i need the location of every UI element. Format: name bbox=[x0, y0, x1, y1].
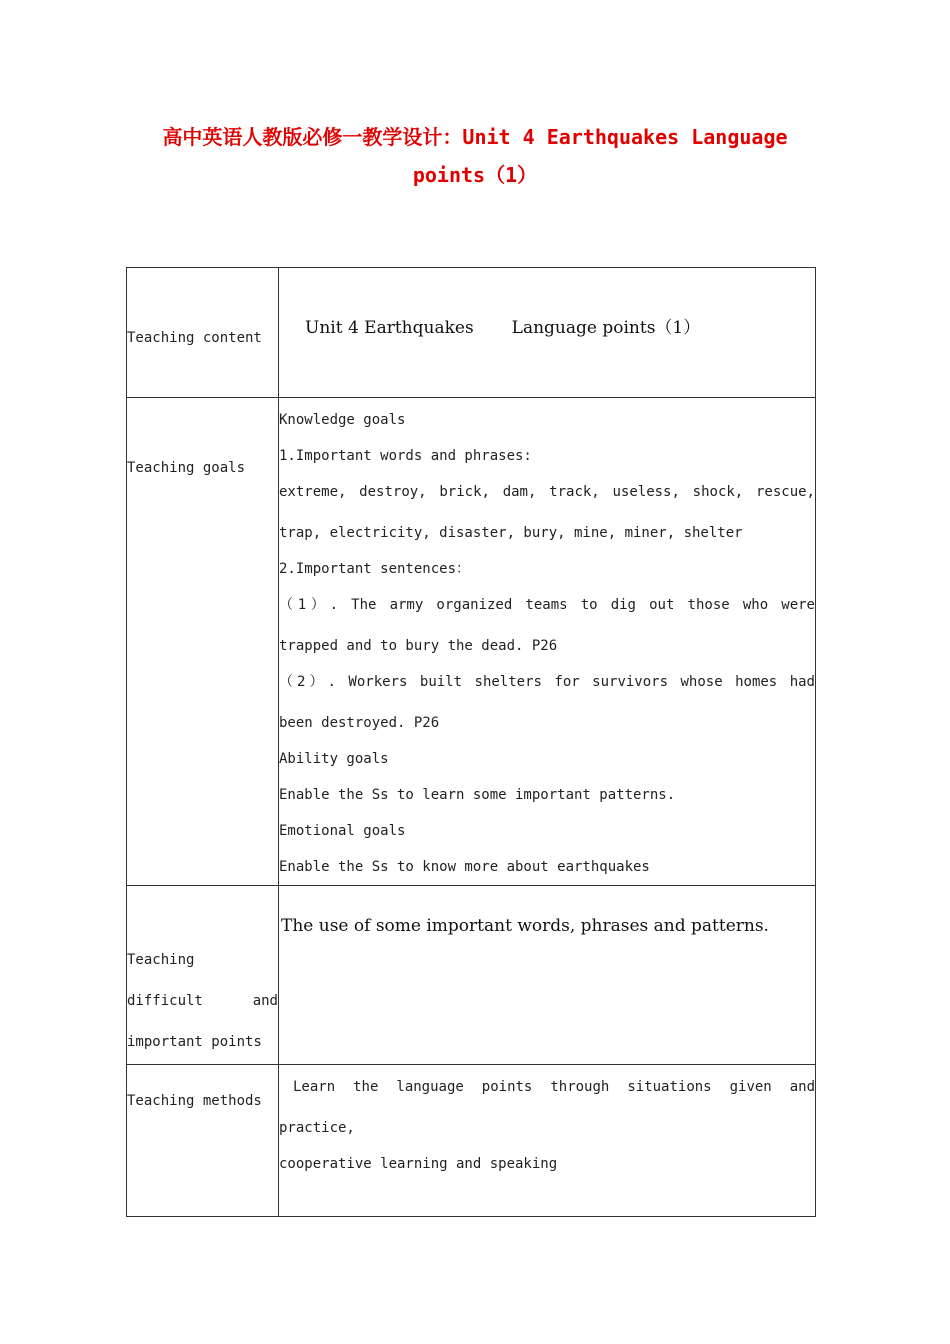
sentence-2-line-2: been destroyed. P26 bbox=[279, 715, 440, 731]
label-cell-methods bbox=[127, 1065, 279, 1217]
title-line-1: 高中英语人教版必修一教学设计：Unit 4 Earthquakes Language bbox=[162, 125, 788, 149]
words-line-1: extreme, destroy, brick, dam, track, useless, shock, rescue, bbox=[279, 484, 815, 500]
label-difficult-word: difficult bbox=[127, 993, 203, 1009]
value-cell-methods bbox=[279, 1065, 816, 1217]
methods-line-1: Learn the language points through situations given and bbox=[293, 1079, 815, 1095]
content-points: Language points（1） bbox=[511, 318, 701, 338]
words-heading: 1.Important words and phrases: bbox=[279, 448, 532, 464]
value-cell-difficult bbox=[279, 886, 816, 1065]
label-difficult-line-3: important points bbox=[127, 1034, 262, 1050]
methods-line-2: practice, bbox=[279, 1120, 355, 1136]
title-line-2: points（1） bbox=[412, 163, 538, 187]
label-difficult-line-2 bbox=[127, 981, 278, 1022]
label-cell-goals bbox=[127, 398, 279, 886]
document-title bbox=[120, 118, 830, 194]
content-unit: Unit 4 Earthquakes bbox=[305, 318, 474, 338]
row-teaching-goals bbox=[127, 398, 816, 886]
emotional-goals-heading: Emotional goals bbox=[279, 823, 406, 839]
methods-line-3: cooperative learning and speaking bbox=[279, 1156, 558, 1172]
label-cell-content bbox=[127, 268, 279, 398]
value-cell-content bbox=[279, 268, 816, 398]
ability-goals-heading: Ability goals bbox=[279, 751, 389, 767]
sentences-heading: 2.Important sentences： bbox=[279, 561, 471, 577]
row-teaching-methods bbox=[127, 1065, 816, 1217]
label-teaching-methods: Teaching methods bbox=[127, 1093, 262, 1109]
ability-goals-text: Enable the Ss to learn some important patterns. bbox=[279, 787, 676, 803]
value-cell-goals bbox=[279, 398, 816, 886]
sentence-1-line-2: trapped and to bury the dead. P26 bbox=[279, 638, 558, 654]
label-teaching-goals: Teaching goals bbox=[127, 460, 246, 476]
row-difficult-points bbox=[127, 886, 816, 1065]
sentence-2-line-1: （2）. Workers built shelters for survivors whose homes had bbox=[279, 674, 815, 690]
row-teaching-content bbox=[127, 268, 816, 398]
knowledge-goals-heading: Knowledge goals bbox=[279, 412, 406, 428]
content-value bbox=[279, 313, 815, 338]
sentence-1-line-1: （1）. The army organized teams to dig out those who were bbox=[279, 597, 815, 613]
label-difficult-line-1: Teaching bbox=[127, 952, 195, 968]
label-teaching-content: Teaching content bbox=[127, 330, 262, 346]
emotional-goals-text: Enable the Ss to know more about earthquakes bbox=[279, 859, 650, 875]
words-line-2: trap, electricity, disaster, bury, mine, miner, shelter bbox=[279, 525, 743, 541]
difficult-points-text: The use of some important words, phrases and patterns. bbox=[281, 916, 769, 936]
label-and-word: and bbox=[252, 993, 278, 1009]
label-cell-difficult bbox=[127, 886, 279, 1065]
lesson-plan-table bbox=[126, 267, 816, 1217]
